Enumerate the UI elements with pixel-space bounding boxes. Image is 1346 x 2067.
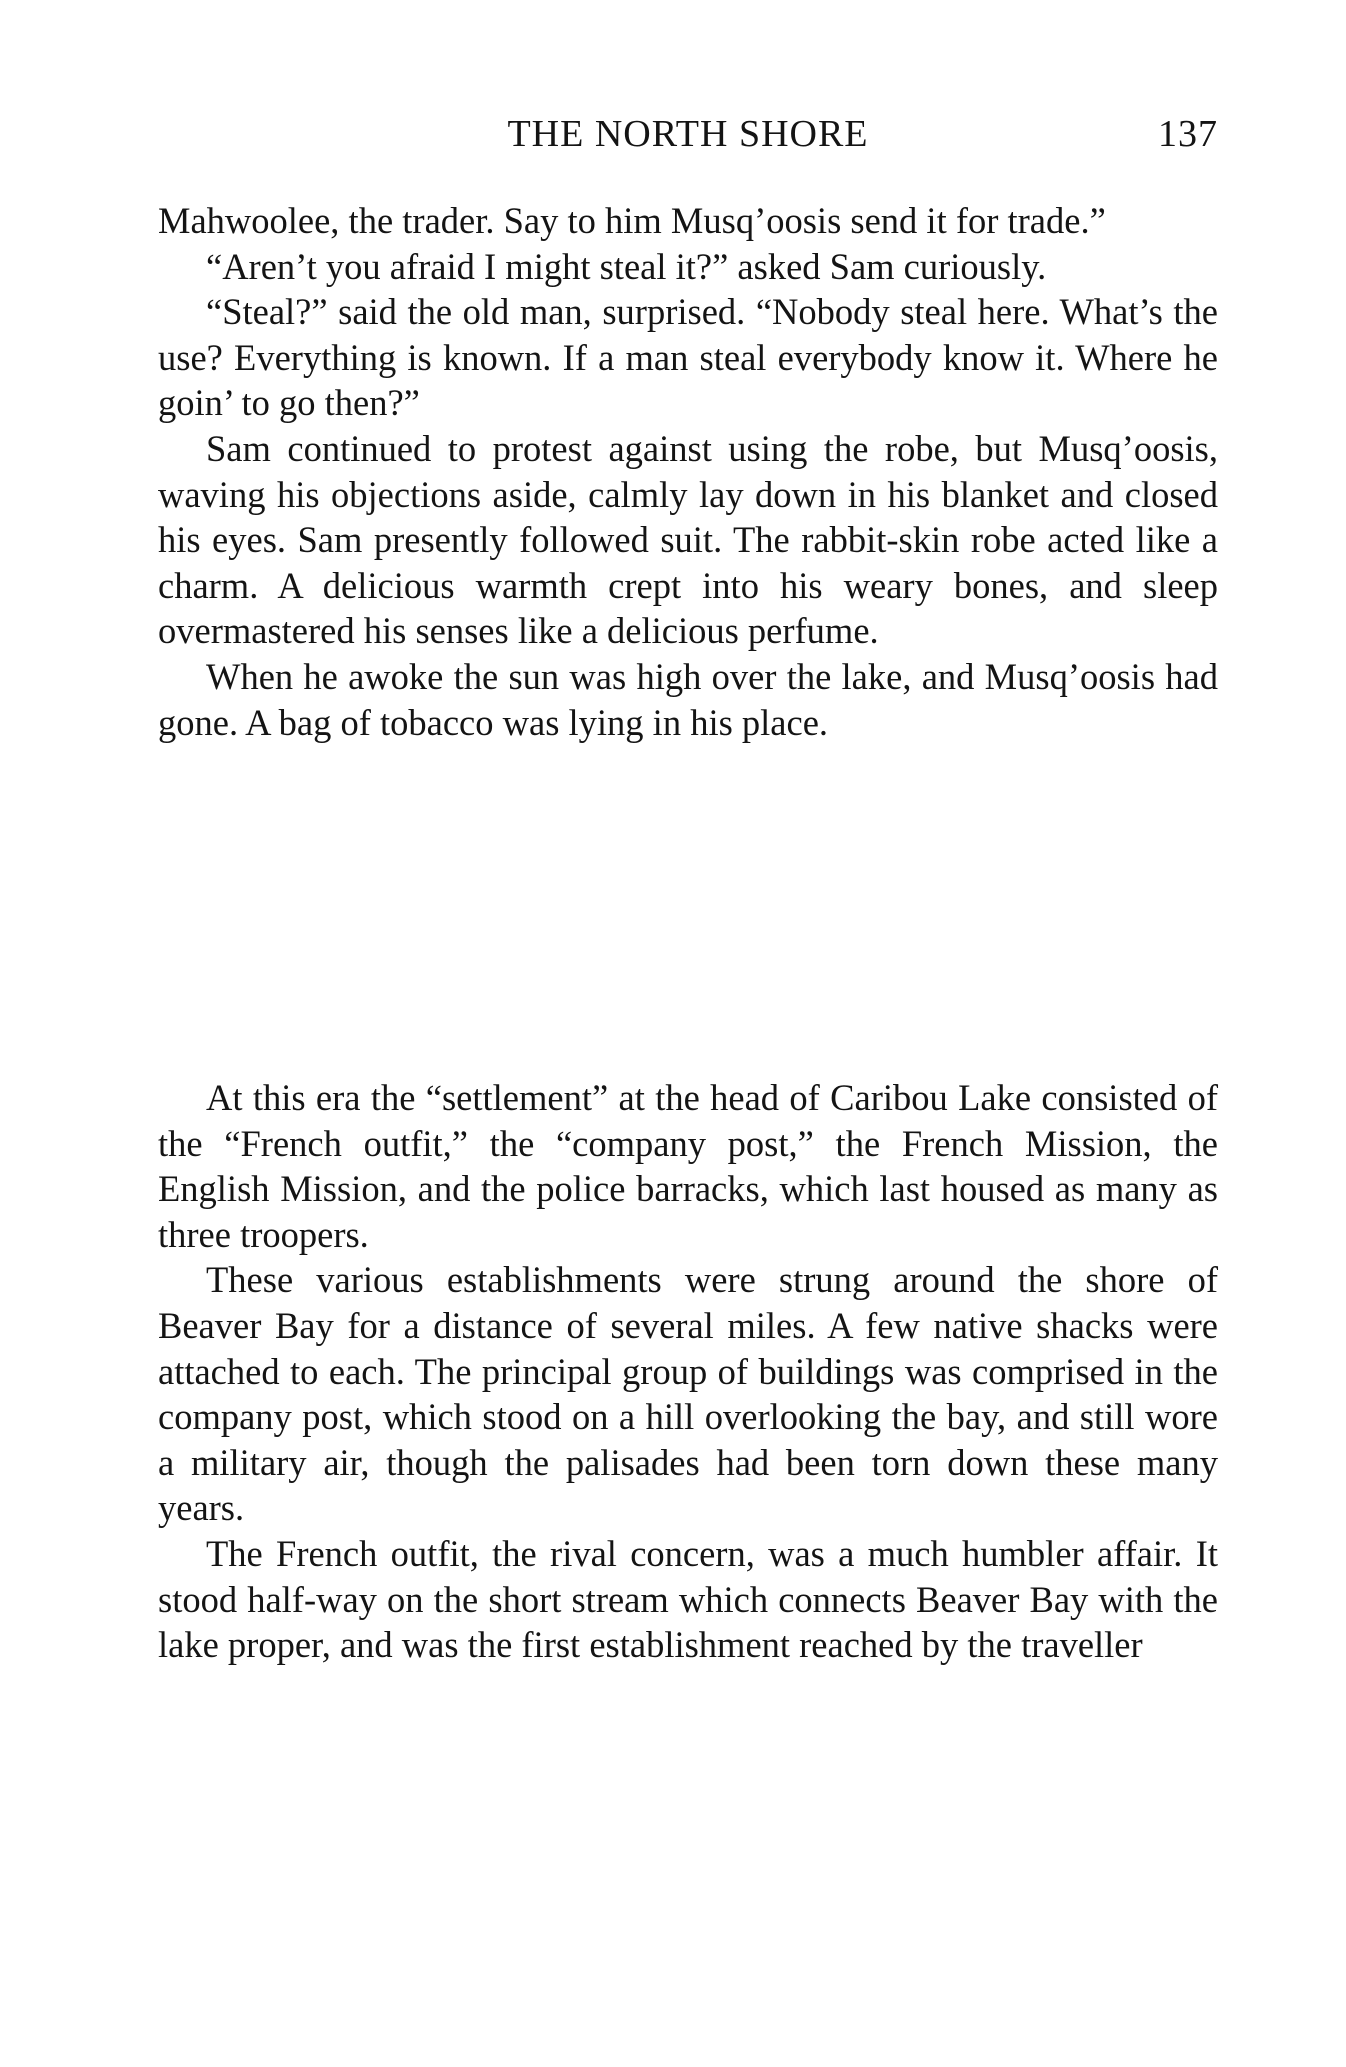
text-block-after-break (158, 1075, 1218, 1668)
text-block-before-break (158, 198, 1218, 745)
paragraph: Sam continued to protest against using the robe, but Musq’oosis, waving his objections aside, calmly lay down in his blanket and closed his eyes. Sam presently followed suit. The rabbit-skin robe acted like a charm. A delicious warmth crept into his weary bones, and sleep overmastered his senses like a delicious perfume. (158, 427, 1218, 652)
paragraph: Mahwoolee, the trader. Say to him Musq’oosis send it for trade.” (158, 200, 1106, 241)
running-header (158, 112, 1218, 162)
paragraph: At this era the “settlement” at the head of Caribou Lake consisted of the “French outfit,” the “company post,” the French Mission, the English Mission, and the police barracks, which last housed as many as three troopers. (158, 1077, 1218, 1255)
paragraph: When he awoke the sun was high over the lake, and Musq’oosis had gone. A bag of tobacco was lying in his place. (158, 655, 1218, 743)
paragraph: “Steal?” said the old man, surprised. “Nobody steal here. What’s the use? Everything is known. If a man steal everybody know it. Where he goin’ to go then?” (158, 291, 1218, 424)
running-title: THE NORTH SHORE (507, 113, 869, 155)
paragraph: These various establishments were strung around the shore of Beaver Bay for a distance of several miles. A few native shacks were attached to each. The principal group of buildings was comprised in the company post, which stood on a hill overlooking the bay, and still wore a military air, though the palisades had been torn down these many years. (158, 1259, 1218, 1529)
paragraph: The French outfit, the rival concern, was a much humbler affair. It stood half-way on the short stream which connects Beaver Bay with the lake proper, and was the first establishment reached by the traveller (158, 1532, 1218, 1666)
paragraph: “Aren’t you afraid I might steal it?” asked Sam curiously. (206, 245, 1047, 287)
page-number: 137 (1158, 113, 1218, 155)
